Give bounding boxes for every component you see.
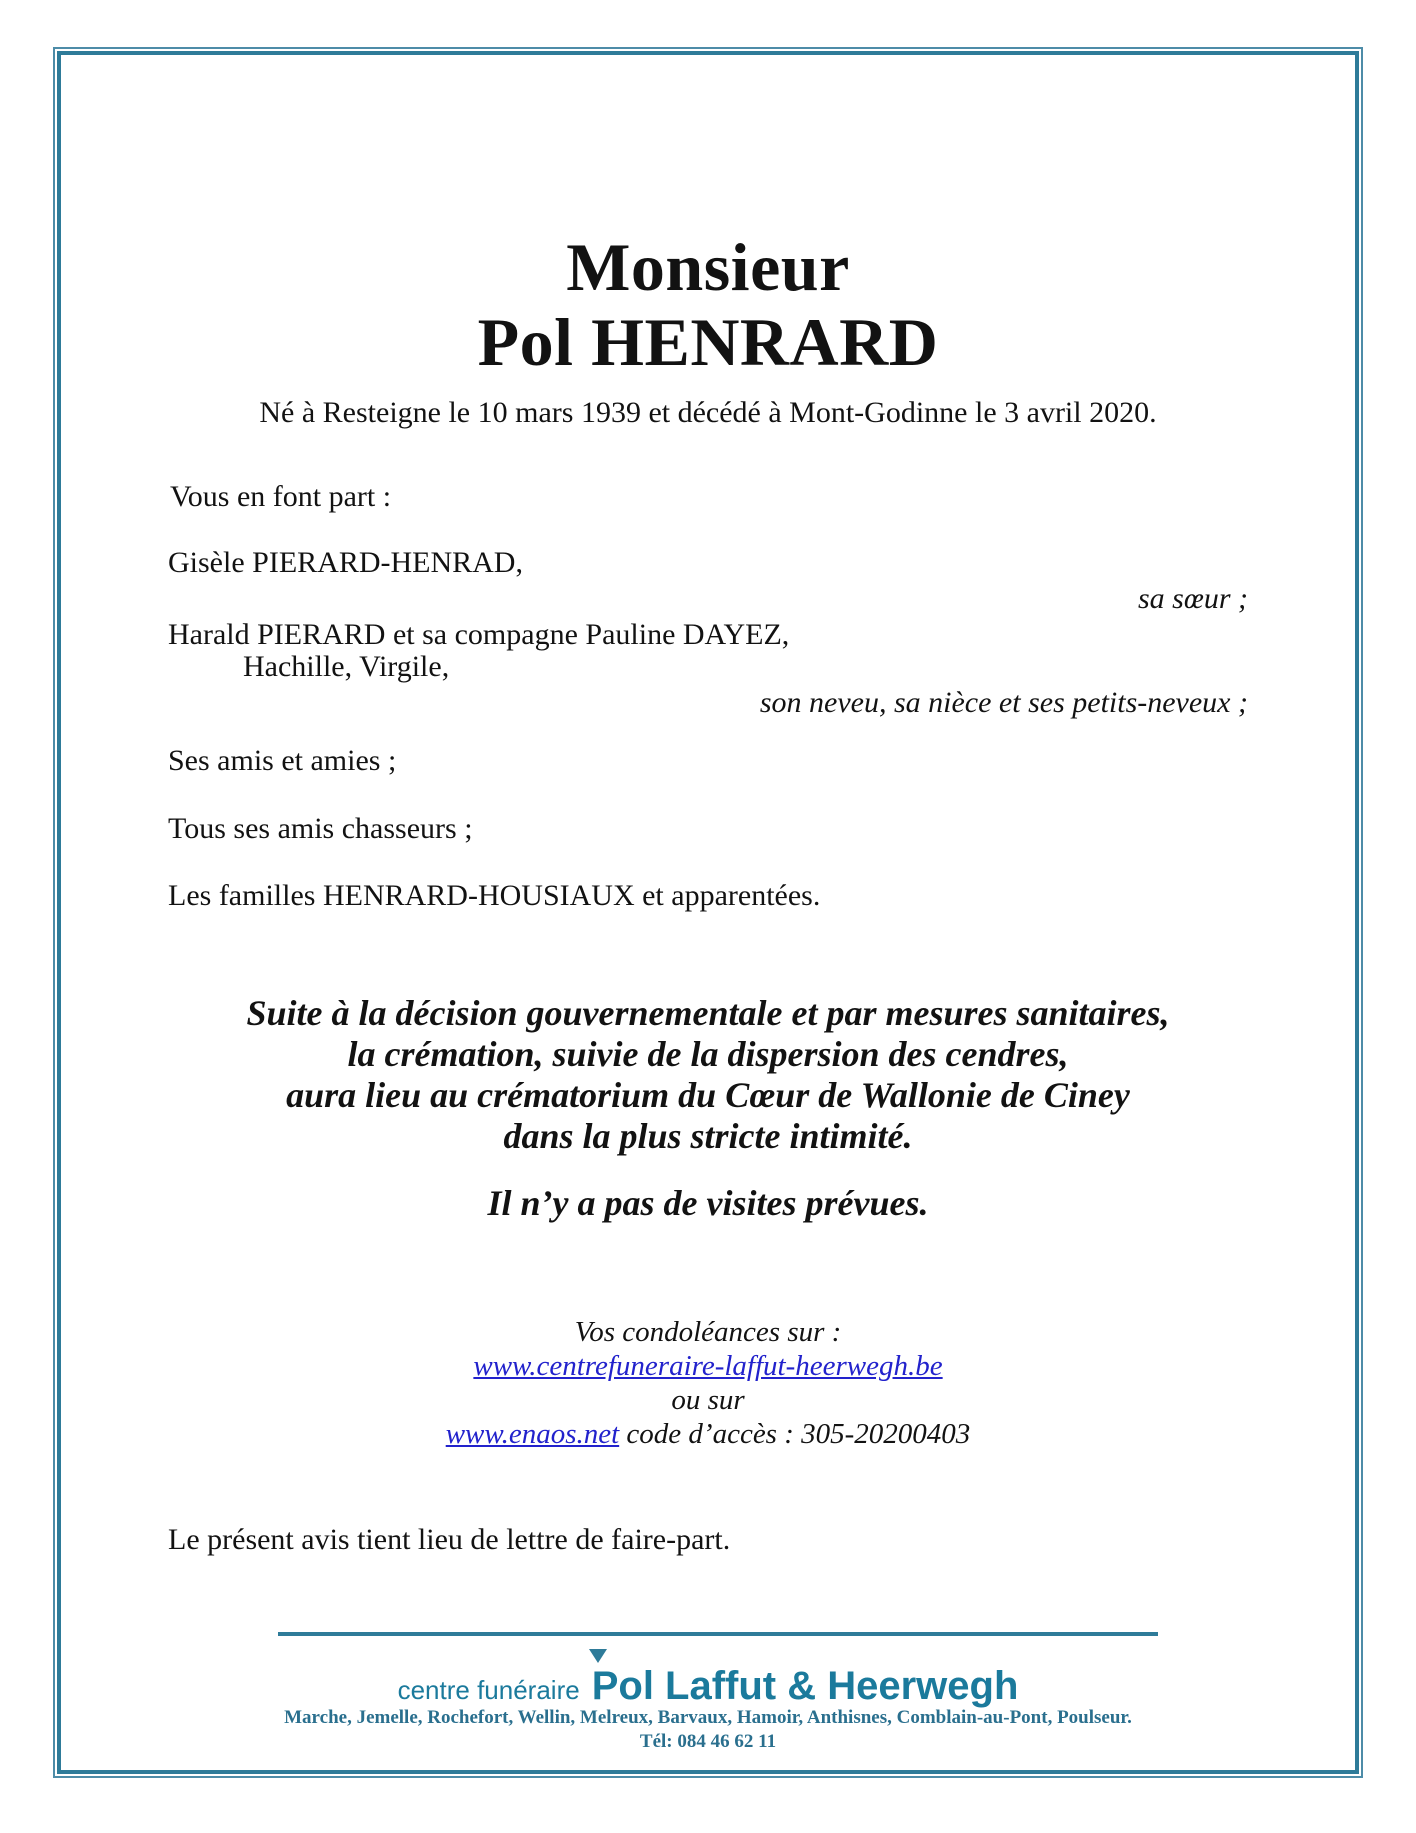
condolences-link-row — [0, 1349, 1416, 1383]
mourner-line: Harald PIERARD et sa compagne Pauline DAYEZ, — [168, 618, 790, 651]
life-dates: Né à Resteigne le 10 mars 1939 et décédé à Mont-Godinne le 3 avril 2020. — [259, 396, 1157, 429]
visits-notice: Il n’y a pas de visites prévues. — [487, 1183, 929, 1223]
civility-title: Monsieur — [566, 229, 850, 305]
mourner-line: Ses amis et amies ; — [168, 744, 397, 777]
condolences-block — [0, 1315, 1416, 1451]
footer-divider-rule — [278, 1632, 1158, 1636]
page-title — [0, 230, 1416, 380]
relationship-line: son neveu, sa nièce et ses petits-neveux ; — [759, 686, 1248, 719]
closing-line: Le présent avis tient lieu de lettre de faire-part. — [168, 1523, 731, 1556]
access-code: code d’accès : 305-20200403 — [626, 1418, 971, 1450]
mourner-line: Tous ses amis chasseurs ; — [168, 812, 473, 845]
brand-name — [592, 1664, 1019, 1708]
brand-prefix: centre funéraire — [397, 1675, 580, 1705]
deceased-name: Pol HENRARD — [477, 304, 939, 380]
mourner-line: Hachille, Virgile, — [243, 650, 450, 683]
ceremony-notice — [0, 993, 1416, 1157]
ceremony-line: aura lieu au crématorium du Cœur de Wallonie de Ciney — [286, 1075, 1130, 1115]
brand-triangle-icon — [589, 1649, 607, 1663]
condolences-intro: Vos condoléances sur : — [574, 1316, 842, 1348]
condolences-secondary-row — [0, 1417, 1416, 1451]
mourner-line: Les familles HENRARD-HOUSIAUX et apparentées. — [168, 879, 821, 912]
announcement-intro: Vous en font part : — [170, 480, 392, 513]
ceremony-line: Suite à la décision gouvernementale et par mesures sanitaires, — [246, 993, 1170, 1033]
enaos-website-link[interactable]: www.enaos.net — [445, 1418, 620, 1450]
condolences-connector: ou sur — [671, 1384, 745, 1416]
brand-phone: Tél: 084 46 62 11 — [639, 1731, 777, 1752]
funeral-home-website-link[interactable]: www.centrefuneraire-laffut-heerwegh.be — [473, 1350, 943, 1382]
funeral-home-brand — [0, 1664, 1416, 1708]
relationship-line: sa sœur ; — [1137, 582, 1248, 615]
mourner-line: Gisèle PIERARD-HENRAD, — [168, 546, 523, 579]
brand-name-text: Pol Laffut & Heerwegh — [591, 1664, 1019, 1708]
ceremony-line: dans la plus stricte intimité. — [503, 1116, 913, 1156]
ceremony-line: la crémation, suivie de la dispersion des cendres, — [347, 1034, 1069, 1074]
brand-locations: Marche, Jemelle, Rochefort, Wellin, Melreux, Barvaux, Hamoir, Anthisnes, Comblain-au-Pont, Poulseur. — [284, 1707, 1132, 1728]
